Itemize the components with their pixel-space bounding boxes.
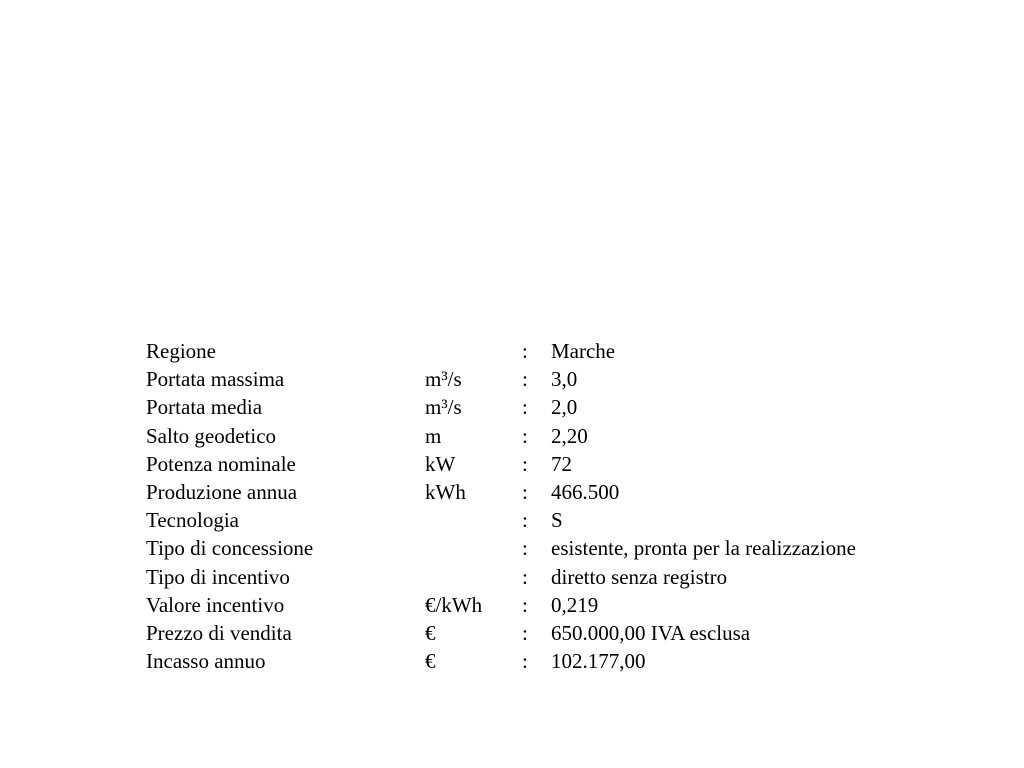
spec-row-regione — [146, 337, 856, 365]
spec-value: esistente, pronta per la realizzazione — [551, 536, 856, 561]
spec-row-salto-geodetico — [146, 422, 856, 450]
spec-separator: : — [522, 451, 528, 476]
spec-value: Marche — [551, 339, 616, 363]
spec-label: Regione — [146, 339, 216, 363]
spec-unit: m³/s — [425, 367, 462, 392]
spec-unit: m³/s — [425, 395, 462, 420]
spec-value: S — [551, 508, 563, 533]
spec-row-portata-massima — [146, 365, 856, 393]
spec-unit: €/kWh — [425, 592, 483, 617]
spec-row-incasso-annuo — [146, 647, 856, 675]
spec-unit — [425, 534, 522, 562]
spec-label: Portata media — [146, 395, 263, 420]
spec-label: Portata massima — [146, 367, 285, 392]
spec-row-produzione-annua — [146, 478, 856, 506]
spec-value: 102.177,00 — [551, 649, 646, 674]
spec-unit — [425, 337, 522, 365]
spec-unit: m — [425, 423, 442, 448]
spec-value: 2,0 — [551, 395, 578, 420]
spec-unit: € — [425, 649, 436, 674]
spec-label: Tipo di concessione — [146, 536, 314, 561]
spec-label: Potenza nominale — [146, 451, 296, 476]
plant-spec-table — [146, 337, 856, 675]
spec-separator: : — [522, 621, 528, 646]
spec-value: 650.000,00 IVA esclusa — [551, 621, 751, 646]
spec-label: Incasso annuo — [146, 649, 266, 674]
spec-label: Produzione annua — [146, 480, 298, 505]
spec-unit: kW — [425, 451, 456, 476]
spec-row-valore-incentivo — [146, 591, 856, 619]
spec-row-tipo-di-incentivo — [146, 563, 856, 591]
spec-label: Salto geodetico — [146, 423, 277, 448]
spec-row-potenza-nominale — [146, 450, 856, 478]
spec-separator: : — [522, 564, 528, 589]
spec-value: 3,0 — [551, 367, 578, 392]
spec-value: diretto senza registro — [551, 564, 728, 589]
spec-separator: : — [522, 508, 528, 533]
spec-label: Prezzo di vendita — [146, 621, 292, 646]
spec-separator: : — [522, 536, 528, 561]
spec-unit: € — [425, 621, 436, 646]
spec-row-portata-media — [146, 393, 856, 421]
spec-value: 0,219 — [551, 592, 599, 617]
spec-label: Valore incentivo — [146, 592, 285, 617]
spec-value: 2,20 — [551, 423, 588, 448]
spec-separator: : — [522, 423, 528, 448]
spec-unit — [425, 506, 522, 534]
spec-separator: : — [522, 480, 528, 505]
spec-row-prezzo-di-vendita — [146, 619, 856, 647]
spec-value: 72 — [551, 451, 572, 476]
spec-row-tecnologia — [146, 506, 856, 534]
spec-unit — [425, 563, 522, 591]
spec-separator: : — [522, 367, 528, 392]
spec-separator: : — [522, 649, 528, 674]
spec-label: Tecnologia — [146, 508, 239, 533]
spec-separator: : — [522, 592, 528, 617]
spec-value: 466.500 — [551, 480, 620, 505]
spec-row-tipo-di-concessione — [146, 534, 856, 562]
spec-separator: : — [522, 339, 528, 363]
spec-label: Tipo di incentivo — [146, 564, 290, 589]
spec-separator: : — [522, 395, 528, 420]
spec-unit: kWh — [425, 480, 466, 505]
